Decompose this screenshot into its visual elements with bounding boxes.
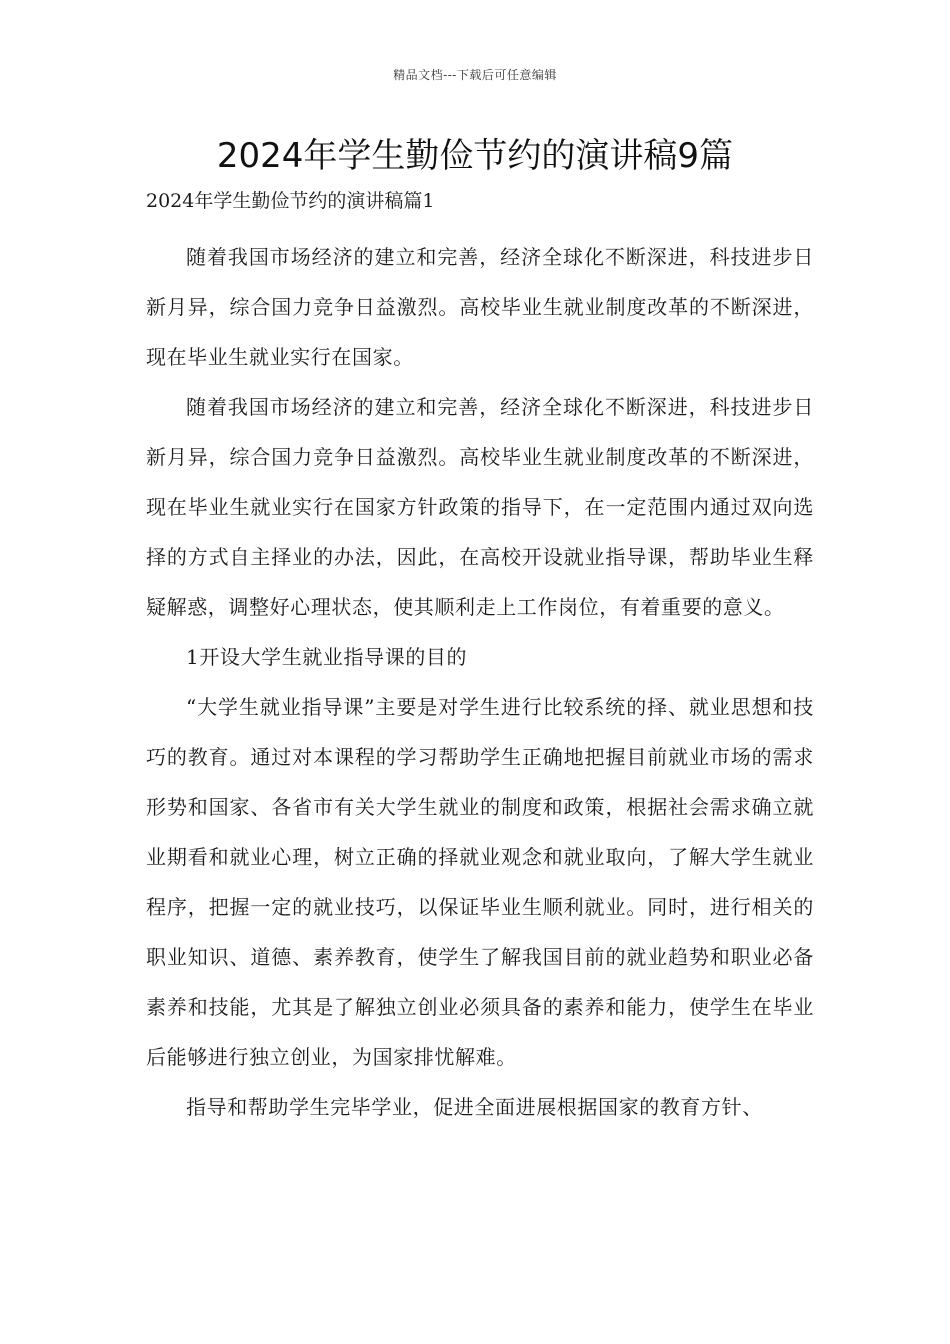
paragraph-1: 随着我国市场经济的建立和完善，经济全球化不断深进，科技进步日新月异，综合国力竞争日益激烈。高校毕业生就业制度改革的不断深进，现在毕业生就业实行在国家。 bbox=[146, 245, 814, 369]
paragraph-2: 随着我国市场经济的建立和完善，经济全球化不断深进，科技进步日新月异，综合国力竞争日益激烈。高校毕业生就业制度改革的不断深进，现在毕业生就业实行在国家方针政策的指导下，在一定范围内通过双向选择的方式自主择业的办法，因此，在高校开设就业指导课，帮助毕业生释疑解惑，调整好心理状态，使其顺利走上工作岗位，有着重要的意义。 bbox=[146, 395, 814, 619]
header-note: 精品文档---下载后可任意编辑 bbox=[393, 68, 557, 82]
document-title: 2024年学生勤俭节约的演讲稿9篇 bbox=[216, 136, 734, 176]
section-heading: 1开设大学生就业指导课的目的 bbox=[186, 645, 468, 669]
paragraph-4: 指导和帮助学生完毕学业，促进全面进展根据国家的教育方针、 bbox=[186, 1095, 763, 1119]
document-body bbox=[146, 184, 814, 1132]
section-subtitle: 2024年学生勤俭节约的演讲稿篇1 bbox=[146, 190, 435, 212]
paragraph-3: “大学生就业指导课”主要是对学生进行比较系统的择、就业思想和技巧的教育。通过对本课程的学习帮助学生正确地把握目前就业市场的需求形势和国家、各省市有关大学生就业的制度和政策，根据社会需求确立就业期看和就业心理，树立正确的择就业观念和就业取向，了解大学生就业程序，把握一定的就业技巧，以保证毕业生顺利就业。同时，进行相关的职业知识、道德、素养教育，使学生了解我国目前的就业趋势和职业必备素养和技能，尤其是了解独立创业必须具备的素养和能力，使学生在毕业后能够进行独立创业，为国家排忧解难。 bbox=[146, 695, 814, 1069]
